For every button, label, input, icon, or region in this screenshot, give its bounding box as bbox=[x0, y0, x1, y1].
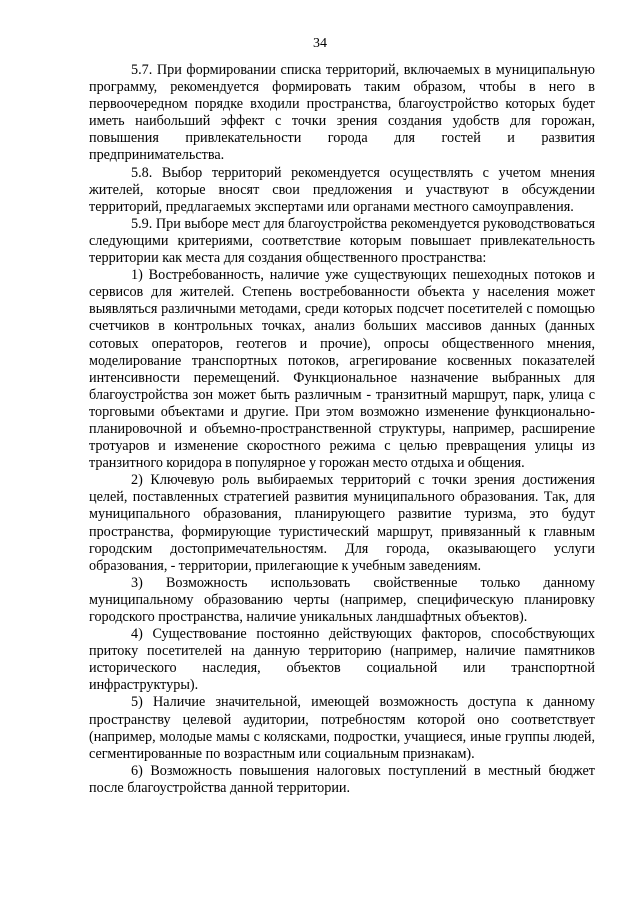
document-body bbox=[89, 62, 595, 797]
paragraph-5-8: 5.8. Выбор территорий рекомендуется осуществлять с учетом мнения жителей, которые вносят свои предложения и участвуют в обсуждении территорий, предлагаемых экспертами или органами местного самоуправления. bbox=[89, 164, 595, 215]
criterion-2: 2) Ключевую роль выбираемых территорий с точки зрения достижения целей, поставленных стратегией развития муниципального образования. Так, для муниципального образования, планирующего развитие туризма, это будут пространства, формирующие туристический маршрут, привязанный к главным городским достопримечательностям. Для города, оказывающего услуги образования, - территории, прилегающие к учебным заведениям. bbox=[89, 472, 595, 574]
paragraph-5-9: 5.9. При выборе мест для благоустройства рекомендуется руководствоваться следующими критериями, соответствие которым повышает привлекательность территории как места для создания общественного пространства: bbox=[89, 215, 595, 267]
page-number: 34 bbox=[313, 36, 327, 51]
paragraph-5-7: 5.7. При формировании списка территорий, включаемых в муниципальную программу, рекомендуется формировать таким образом, чтобы в него в первоочередном порядке входили пространства, благоустройство которых будет иметь наибольший эффект с точки зрения создания удобств для горожан, повышения привлекательности города для гостей и развития предпринимательства. bbox=[89, 62, 595, 164]
criterion-3: 3) Возможность использовать свойственные только данному муниципальному образованию черты (например, специфическую планировку городского пространства, наличие уникальных ландшафтных объектов). bbox=[89, 574, 595, 625]
criterion-6: 6) Возможность повышения налоговых поступлений в местный бюджет после благоустройства данной территории. bbox=[89, 762, 595, 796]
criterion-1: 1) Востребованность, наличие уже существующих пешеходных потоков и сервисов для жителей. Степень востребованности объекта у населения может выявляться различными методами, среди которых подсчет посетителей с помощью счетчиков в контрольных точках, анализ больших массивов данных (данных сотовых операторов, геотегов и прочие), опросы общественного мнения, моделирование транспортных потоков, агрегирование косвенных показателей интенсивности перемещений. Функциональное назначение выбранных для благоустройства зон может быть различным - транзитный маршрут, парк, улица с торговыми объектами и другие. При этом возможно изменение функционально-планировочной и объемно-пространственной структуры, например, расширение тротуаров и изменение скоростного режима с целью превращения улицы из транзитного коридора в популярное у горожан место отдыха и общения. bbox=[89, 267, 595, 472]
criterion-5: 5) Наличие значительной, имеющей возможность доступа к данному пространству целевой аудитории, потребностям которой оно соответствует (например, молодые мамы с колясками, подростки, учащиеся, иные группы людей, сегментированные по возрастным или социальным признакам). bbox=[89, 694, 595, 762]
criterion-4: 4) Существование постоянно действующих факторов, способствующих притоку посетителей на данную территорию (например, наличие памятников исторического наследия, объектов социальной или транспортной инфраструктуры). bbox=[89, 626, 595, 694]
